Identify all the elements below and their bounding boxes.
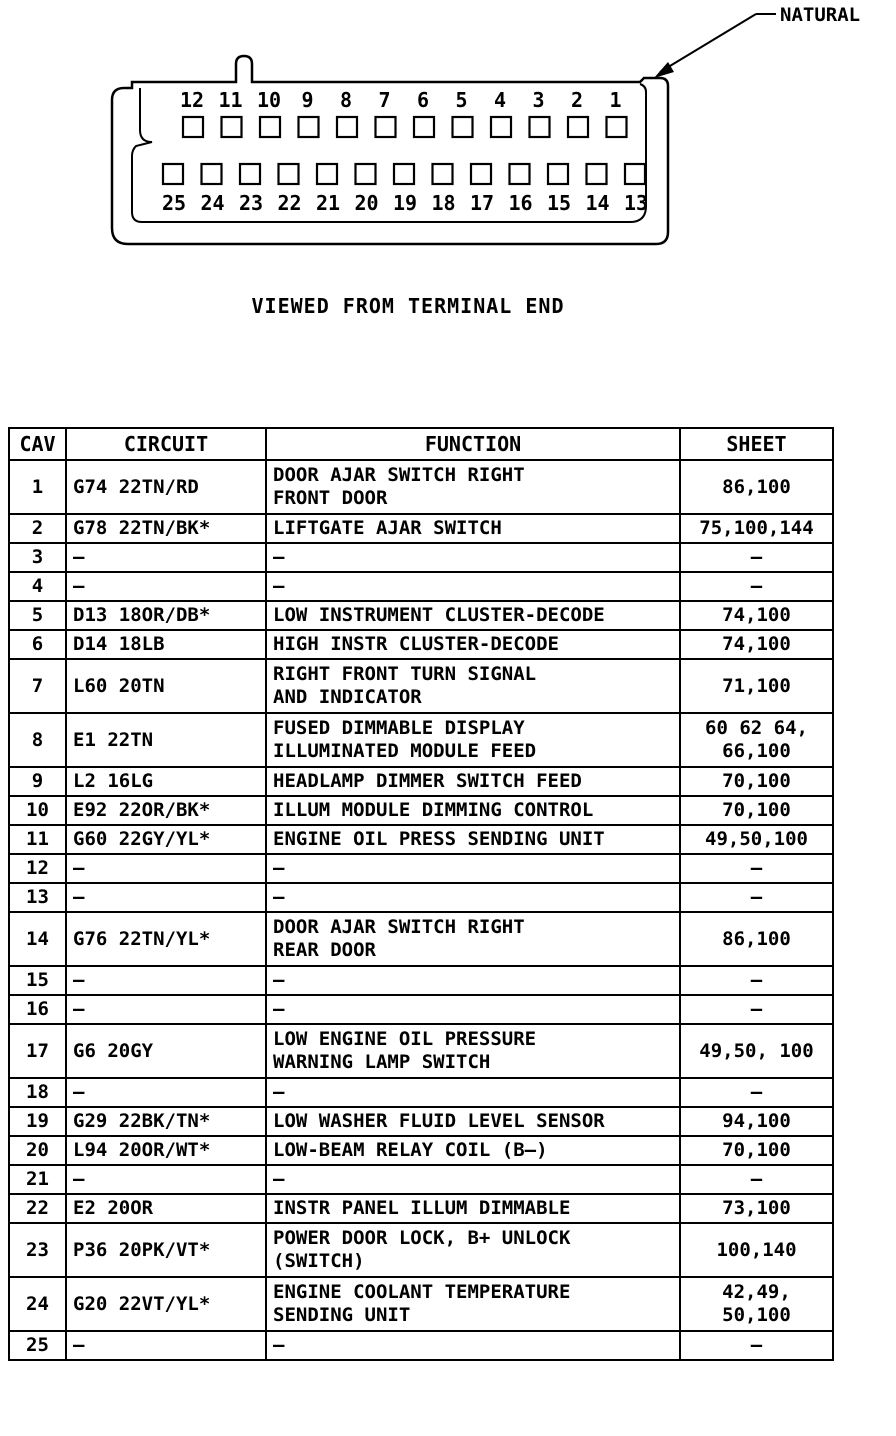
connector-diagram (0, 0, 896, 290)
circuit-cell: G78 22TN/BK* (66, 514, 266, 543)
table-row (9, 1331, 833, 1360)
pin-cavity (471, 164, 491, 184)
pin-label: 23 (238, 191, 264, 215)
sheet-cell: — (680, 543, 833, 572)
function-cell: LOW-BEAM RELAY COIL (B—) (266, 1136, 680, 1165)
header-function: FUNCTION (266, 428, 680, 460)
function-cell: ENGINE COOLANT TEMPERATURE SENDING UNIT (266, 1277, 680, 1331)
pin-label: 5 (455, 88, 468, 112)
sheet-cell: 60 62 64, 66,100 (680, 713, 833, 767)
sheet-cell: 49,50, 100 (680, 1024, 833, 1078)
function-cell: DOOR AJAR SWITCH RIGHT FRONT DOOR (266, 460, 680, 514)
pin-cavity (240, 164, 260, 184)
table-row (9, 1277, 833, 1331)
connector-housing (112, 56, 668, 244)
sheet-cell: 71,100 (680, 659, 833, 713)
pin-labels-bottom (162, 191, 648, 215)
table-row (9, 460, 833, 514)
sheet-cell: — (680, 1165, 833, 1194)
function-cell: — (266, 854, 680, 883)
table-row (9, 514, 833, 543)
table-row (9, 1024, 833, 1078)
function-cell: ENGINE OIL PRESS SENDING UNIT (266, 825, 680, 854)
function-cell: HEADLAMP DIMMER SWITCH FEED (266, 767, 680, 796)
function-cell: — (266, 1078, 680, 1107)
sheet-cell: — (680, 1078, 833, 1107)
circuit-cell: G76 22TN/YL* (66, 912, 266, 966)
cav-cell: 9 (9, 767, 66, 796)
sheet-cell: 100,140 (680, 1223, 833, 1277)
table-row (9, 825, 833, 854)
sheet-cell: 74,100 (680, 601, 833, 630)
pin-label: 15 (546, 191, 572, 215)
circuit-cell: G60 22GY/YL* (66, 825, 266, 854)
pin-cavity (453, 117, 473, 137)
pin-cavity (394, 164, 414, 184)
sheet-cell: 94,100 (680, 1107, 833, 1136)
circuit-cell: P36 20PK/VT* (66, 1223, 266, 1277)
circuit-cell: D14 18LB (66, 630, 266, 659)
pin-cavity (260, 117, 280, 137)
circuit-cell: — (66, 854, 266, 883)
circuit-cell: — (66, 1078, 266, 1107)
cav-cell: 21 (9, 1165, 66, 1194)
table-row (9, 1223, 833, 1277)
pinout-table (8, 427, 834, 1361)
pin-label: 1 (609, 88, 622, 112)
cav-cell: 5 (9, 601, 66, 630)
pin-cavity (299, 117, 319, 137)
callout-label: NATURAL (780, 4, 861, 26)
circuit-cell: E2 20OR (66, 1194, 266, 1223)
cav-cell: 14 (9, 912, 66, 966)
circuit-cell: G6 20GY (66, 1024, 266, 1078)
circuit-cell: — (66, 1165, 266, 1194)
pin-label: 20 (354, 191, 379, 215)
pin-cavity (491, 117, 511, 137)
function-cell: LOW WASHER FLUID LEVEL SENSOR (266, 1107, 680, 1136)
sheet-cell: — (680, 966, 833, 995)
function-cell: FUSED DIMMABLE DISPLAY ILLUMINATED MODULE FEED (266, 713, 680, 767)
function-cell: ILLUM MODULE DIMMING CONTROL (266, 796, 680, 825)
callout-arrow (660, 14, 756, 72)
table-row (9, 995, 833, 1024)
cav-cell: 8 (9, 713, 66, 767)
cav-cell: 6 (9, 630, 66, 659)
sheet-cell: 70,100 (680, 767, 833, 796)
pin-cavities-bottom (163, 164, 645, 184)
table-row (9, 912, 833, 966)
pin-cavity (510, 164, 530, 184)
header-sheet: SHEET (680, 428, 833, 460)
table-row (9, 1136, 833, 1165)
function-cell: — (266, 543, 680, 572)
pin-label: 16 (508, 191, 533, 215)
pin-cavity (163, 164, 183, 184)
sheet-cell: 74,100 (680, 630, 833, 659)
sheet-cell: 70,100 (680, 1136, 833, 1165)
pin-label: 4 (493, 88, 507, 112)
cav-cell: 25 (9, 1331, 66, 1360)
pin-label: 10 (256, 88, 282, 112)
sheet-cell: 42,49, 50,100 (680, 1277, 833, 1331)
circuit-cell: — (66, 1331, 266, 1360)
circuit-cell: E1 22TN (66, 713, 266, 767)
pin-cavity (530, 117, 550, 137)
sheet-cell: — (680, 883, 833, 912)
pin-labels-top (180, 88, 622, 112)
function-cell: RIGHT FRONT TURN SIGNAL AND INDICATOR (266, 659, 680, 713)
table-row (9, 572, 833, 601)
table-row (9, 543, 833, 572)
table-row (9, 1107, 833, 1136)
table-row (9, 966, 833, 995)
table-row (9, 1194, 833, 1223)
cav-cell: 18 (9, 1078, 66, 1107)
pin-cavity (202, 164, 222, 184)
cav-cell: 13 (9, 883, 66, 912)
pin-label: 9 (301, 88, 314, 112)
function-cell: — (266, 995, 680, 1024)
function-cell: — (266, 883, 680, 912)
pin-cavity (376, 117, 396, 137)
function-cell: — (266, 1331, 680, 1360)
cav-cell: 19 (9, 1107, 66, 1136)
pin-cavity (607, 117, 627, 137)
cav-cell: 15 (9, 966, 66, 995)
sheet-cell: 75,100,144 (680, 514, 833, 543)
function-cell: LIFTGATE AJAR SWITCH (266, 514, 680, 543)
view-caption: VIEWED FROM TERMINAL END (251, 294, 565, 318)
cav-cell: 10 (9, 796, 66, 825)
function-cell: — (266, 966, 680, 995)
sheet-cell: 70,100 (680, 796, 833, 825)
pin-cavity (414, 117, 434, 137)
pin-cavity (337, 117, 357, 137)
function-cell: — (266, 1165, 680, 1194)
circuit-cell: L60 20TN (66, 659, 266, 713)
pin-label: 11 (218, 88, 243, 112)
table-row (9, 601, 833, 630)
pin-label: 12 (179, 88, 205, 112)
pin-cavity (356, 164, 376, 184)
cav-cell: 20 (9, 1136, 66, 1165)
pin-label: 17 (469, 191, 495, 215)
table-row (9, 1165, 833, 1194)
pin-cavity (625, 164, 645, 184)
pin-label: 2 (570, 88, 584, 112)
pin-label: 3 (532, 88, 545, 112)
pin-label: 14 (585, 191, 610, 215)
cav-cell: 4 (9, 572, 66, 601)
function-cell: INSTR PANEL ILLUM DIMMABLE (266, 1194, 680, 1223)
pin-cavity (317, 164, 337, 184)
pin-label: 22 (277, 191, 302, 215)
cav-cell: 17 (9, 1024, 66, 1078)
cav-cell: 1 (9, 460, 66, 514)
header-cav: CAV (9, 428, 66, 460)
table-row (9, 796, 833, 825)
circuit-cell: — (66, 966, 266, 995)
pin-label: 21 (315, 191, 341, 215)
circuit-cell: G74 22TN/RD (66, 460, 266, 514)
pin-cavity (587, 164, 607, 184)
sheet-cell: — (680, 572, 833, 601)
circuit-cell: — (66, 883, 266, 912)
circuit-cell: — (66, 995, 266, 1024)
circuit-cell: L94 20OR/WT* (66, 1136, 266, 1165)
cav-cell: 16 (9, 995, 66, 1024)
sheet-cell: — (680, 995, 833, 1024)
function-cell: POWER DOOR LOCK, B+ UNLOCK (SWITCH) (266, 1223, 680, 1277)
function-cell: LOW ENGINE OIL PRESSURE WARNING LAMP SWITCH (266, 1024, 680, 1078)
pin-cavity (433, 164, 453, 184)
header-circuit: CIRCUIT (66, 428, 266, 460)
function-cell: LOW INSTRUMENT CLUSTER-DECODE (266, 601, 680, 630)
pin-cavity (222, 117, 242, 137)
cav-cell: 7 (9, 659, 66, 713)
sheet-cell: 49,50,100 (680, 825, 833, 854)
pin-label: 8 (339, 88, 353, 112)
pin-label: 24 (200, 191, 225, 215)
pin-cavities-top (183, 117, 627, 137)
pin-label: 6 (416, 88, 430, 112)
cav-cell: 22 (9, 1194, 66, 1223)
table-row (9, 659, 833, 713)
cav-cell: 11 (9, 825, 66, 854)
cav-cell: 24 (9, 1277, 66, 1331)
circuit-cell: G29 22BK/TN* (66, 1107, 266, 1136)
sheet-cell: — (680, 1331, 833, 1360)
table-row (9, 713, 833, 767)
cav-cell: 12 (9, 854, 66, 883)
table-row (9, 630, 833, 659)
table-row (9, 883, 833, 912)
pin-cavity (279, 164, 299, 184)
circuit-cell: D13 18OR/DB* (66, 601, 266, 630)
table-row (9, 854, 833, 883)
circuit-cell: — (66, 572, 266, 601)
pin-label: 18 (431, 191, 456, 215)
circuit-cell: — (66, 543, 266, 572)
table-row (9, 767, 833, 796)
pin-label: 25 (161, 191, 187, 215)
function-cell: HIGH INSTR CLUSTER-DECODE (266, 630, 680, 659)
sheet-cell: — (680, 854, 833, 883)
cav-cell: 23 (9, 1223, 66, 1277)
cav-cell: 3 (9, 543, 66, 572)
pin-cavity (548, 164, 568, 184)
table-row (9, 1078, 833, 1107)
function-cell: — (266, 572, 680, 601)
function-cell: DOOR AJAR SWITCH RIGHT REAR DOOR (266, 912, 680, 966)
circuit-cell: E92 22OR/BK* (66, 796, 266, 825)
pin-label: 13 (623, 191, 649, 215)
cav-cell: 2 (9, 514, 66, 543)
pin-label: 7 (378, 88, 391, 112)
circuit-cell: L2 16LG (66, 767, 266, 796)
pin-cavity (183, 117, 203, 137)
pin-cavity (568, 117, 588, 137)
table-header-row (9, 428, 833, 460)
sheet-cell: 73,100 (680, 1194, 833, 1223)
sheet-cell: 86,100 (680, 460, 833, 514)
sheet-cell: 86,100 (680, 912, 833, 966)
pin-label: 19 (392, 191, 418, 215)
circuit-cell: G20 22VT/YL* (66, 1277, 266, 1331)
